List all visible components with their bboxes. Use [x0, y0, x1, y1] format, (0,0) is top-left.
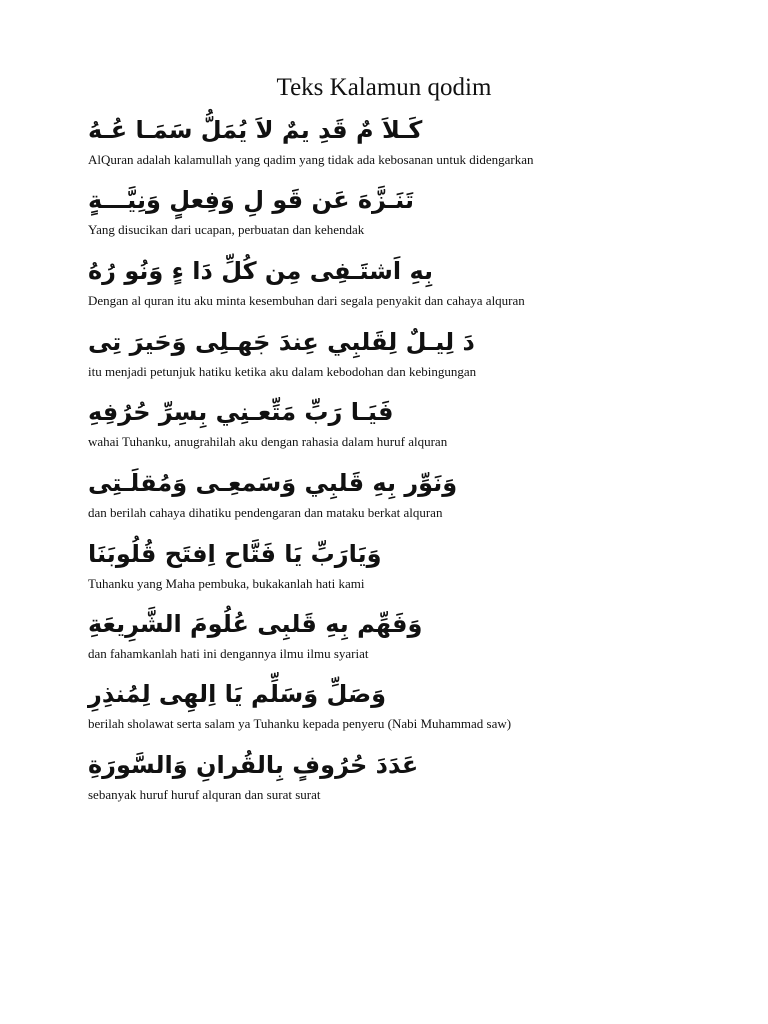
arabic-line: وَصَلِّ وَسَلِّم يَا اِلهِى لِمُنذِرِ [88, 680, 387, 708]
verse-3 [88, 251, 688, 309]
arabic-line: عَدَدَ حُرُوفٍ بِالقُرانِ وَالسَّورَةِ [88, 751, 419, 779]
translation-line: Yang disucikan dari ucapan, perbuatan dan kehendak [88, 222, 365, 237]
translation-line: dan berilah cahaya dihatiku pendengaran dan mataku berkat alquran [88, 505, 443, 520]
translation-line: dan fahamkanlah hati ini dengannya ilmu ilmu syariat [88, 646, 369, 661]
translation-line: Dengan al quran itu aku minta kesembuhan dari segala penyakit dan cahaya alquran [88, 293, 525, 308]
arabic-line: وَنَوِّر بِهِ قَلبِي وَسَمعِـى وَمُقلَـتِى [88, 469, 458, 497]
verse-2 [88, 180, 688, 238]
translation-line: itu menjadi petunjuk hatiku ketika aku dalam kebodohan dan kebingungan [88, 364, 477, 379]
translation-line: Tuhanku yang Maha pembuka, bukakanlah hati kami [88, 576, 365, 591]
verse-5 [88, 392, 688, 450]
arabic-line: بِهِ اَشتَـفِى مِن كُلِّ دَا ءٍ وَنُو رُهُ [88, 257, 434, 285]
verse-9 [88, 674, 688, 732]
verse-8 [88, 604, 688, 662]
arabic-line: فَيَـا رَبِّ مَتِّعـنِي بِسِرِّ حُرُفِهِ [88, 398, 394, 426]
verse-4 [88, 322, 688, 380]
verse-7 [88, 534, 688, 592]
arabic-line: كَـلاَ مٌ قَدِ يمٌ لاَ يُمَلُّ سَمَـا عُـهُ [88, 116, 423, 144]
verse-10 [88, 745, 688, 803]
translation-line: AlQuran adalah kalamullah yang qadim yang tidak ada kebosanan untuk didengarkan [88, 152, 534, 167]
page-title: Teks Kalamun qodim [276, 74, 492, 101]
verse-6 [88, 463, 688, 521]
verse-1 [88, 110, 688, 168]
translation-line: berilah sholawat serta salam ya Tuhanku kepada penyeru (Nabi Muhammad saw) [88, 716, 512, 731]
arabic-line: وَفَهِّم بِهِ قَلبِى عُلُومَ الشَّرِيعَةِ [88, 610, 423, 638]
arabic-line: وَيَارَبِّ يَا فَتَّاح اِفتَح قُلُوبَنَا [88, 540, 382, 568]
arabic-line: تَنَـزَّهَ عَن قَو لِ وَفِعلٍ وَنِيَّـــةٍ [88, 186, 414, 214]
arabic-line: دَ لِيـلٌ لِقَلبِي عِندَ جَهـلِى وَحَيرَ تِى [88, 328, 475, 356]
translation-line: sebanyak huruf huruf alquran dan surat surat [88, 787, 321, 802]
translation-line: wahai Tuhanku, anugrahilah aku dengan rahasia dalam huruf alquran [88, 434, 448, 449]
